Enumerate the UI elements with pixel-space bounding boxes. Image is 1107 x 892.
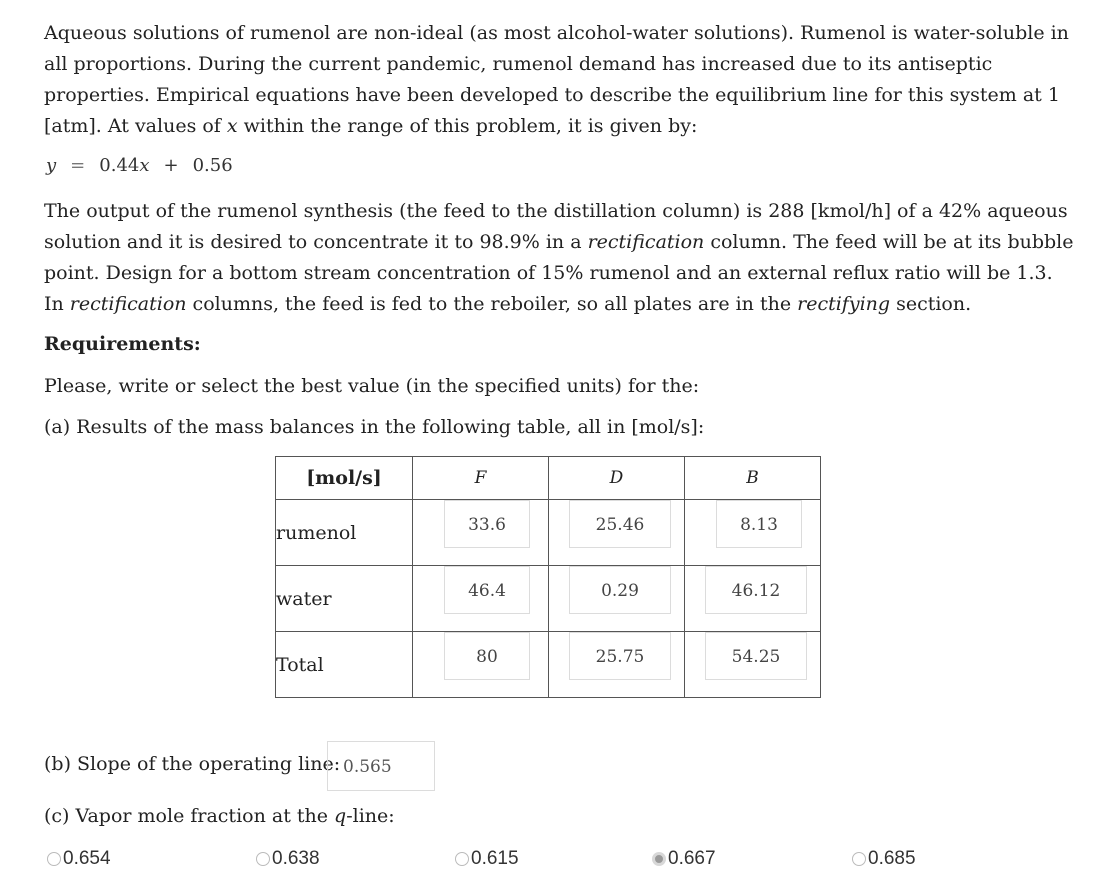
option-0615[interactable]: 0.615: [455, 848, 519, 870]
header-f: F: [413, 457, 549, 500]
row-label-total: Total: [276, 632, 413, 698]
instruction-text: Please, write or select the best value (in the specified units) for the:: [44, 375, 700, 397]
option-0667[interactable]: 0.667: [652, 848, 716, 870]
header-b: B: [685, 457, 821, 500]
radio-icon[interactable]: [47, 852, 61, 866]
radio-selected-icon[interactable]: [652, 852, 666, 866]
table-row: [276, 632, 821, 698]
slope-input[interactable]: 0.565: [327, 741, 435, 791]
water-b-input[interactable]: 46.12: [705, 566, 807, 614]
rumenol-f-input[interactable]: 33.6: [444, 500, 530, 548]
equilibrium-equation: y = 0.44x + 0.56: [46, 155, 233, 176]
option-0654[interactable]: 0.654: [47, 848, 111, 870]
row-label-water: water: [276, 566, 413, 632]
mass-balance-table: [275, 456, 821, 698]
rumenol-d-input[interactable]: 25.46: [569, 500, 671, 548]
table-row: [276, 500, 821, 566]
variable-x: x: [226, 115, 238, 137]
row-label-rumenol: rumenol: [276, 500, 413, 566]
option-0685[interactable]: 0.685: [852, 848, 916, 870]
requirements-heading: Requirements:: [44, 333, 201, 355]
problem-paragraph-1: Aqueous solutions of rumenol are non-ideal (as most alcohol-water solutions). Rumenol is water-soluble in all proportions. During the current pandemic, rumenol demand has increased due to its antiseptic properties. Empirical equations have been developed to describe the equilibrium line for this system at 1 [atm]. At values of x within the range of this problem, it is given by:: [44, 22, 1069, 137]
total-f-input[interactable]: 80: [444, 632, 530, 680]
header-unit: [mol/s]: [276, 457, 413, 500]
problem-paragraph-2: The output of the rumenol synthesis (the feed to the distillation column) is 288 [kmol/h] of a 42% aqueous solution and it is desired to concentrate it to 98.9% in a rectification column. The feed will be at its bubble point. Design for a bottom stream concentration of 15% rumenol and an external reflux ratio will be 1.3. In rectification columns, the feed is fed to the reboiler, so all plates are in the rectifying section.: [44, 200, 1074, 315]
part-c-label: (c) Vapor mole fraction at the q-line:: [44, 805, 395, 827]
total-b-input[interactable]: 54.25: [705, 632, 807, 680]
total-d-input[interactable]: 25.75: [569, 632, 671, 680]
rumenol-b-input[interactable]: 8.13: [716, 500, 802, 548]
part-b-label: (b) Slope of the operating line:: [44, 753, 341, 775]
option-0638[interactable]: 0.638: [256, 848, 320, 870]
table-row: [276, 566, 821, 632]
radio-icon[interactable]: [455, 852, 469, 866]
part-a-label: (a) Results of the mass balances in the following table, all in [mol/s]:: [44, 416, 705, 438]
header-d: D: [549, 457, 685, 500]
q-line-options: [0, 848, 1107, 878]
water-d-input[interactable]: 0.29: [569, 566, 671, 614]
radio-icon[interactable]: [256, 852, 270, 866]
water-f-input[interactable]: 46.4: [444, 566, 530, 614]
radio-icon[interactable]: [852, 852, 866, 866]
